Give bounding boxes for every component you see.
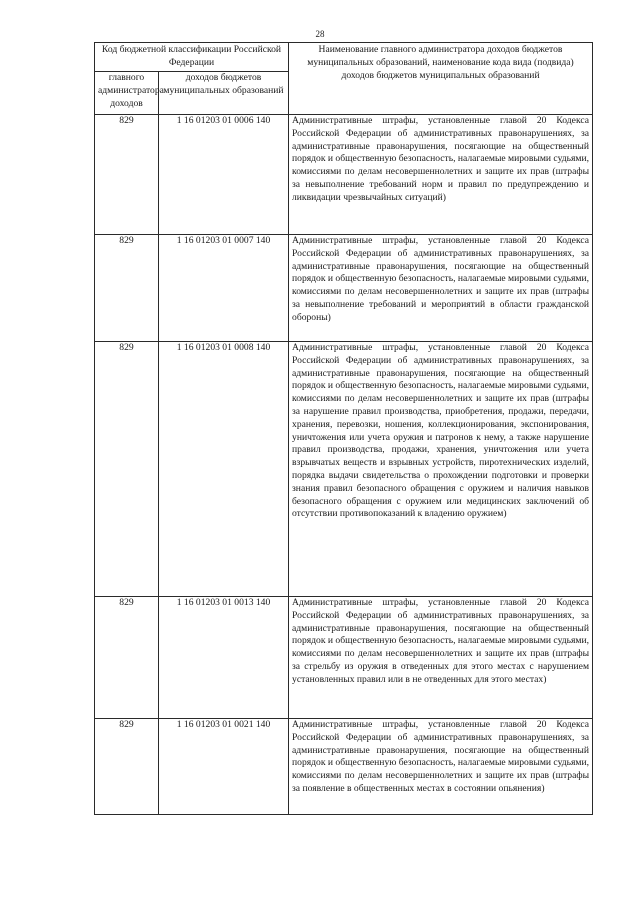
admin-code-cell: 829 — [95, 235, 159, 342]
description-cell: Административные штрафы, установленные главой 20 Кодекса Российской Федерации об административных правонарушениях, за административные правонарушения, посягающие на общественный порядок и общественную безопасность, налагаемые мировыми судьями, комиссиями по делам несовершеннолетних и защите их прав (штрафы за появление в общественных местах в состоянии опьянения) — [289, 719, 593, 815]
table-header-row — [95, 43, 593, 72]
description-cell: Административные штрафы, установленные главой 20 Кодекса Российской Федерации об административных правонарушениях, за административные правонарушения, посягающие на общественный порядок и общественную безопасность, налагаемые мировыми судьями, комиссиями по делам несовершеннолетних и защите их прав (штрафы за стрельбу из оружия в отведенных для этого местах с нарушением установленных правил или в не отведенных для этого местах) — [289, 597, 593, 719]
admin-code-cell: 829 — [95, 719, 159, 815]
header-budget-code-group: Код бюджетной классификации Российской Федерации — [95, 43, 289, 72]
admin-code-cell: 829 — [95, 115, 159, 235]
income-code-cell: 1 16 01203 01 0013 140 — [159, 597, 289, 719]
header-municipal-income: доходов бюджетов муниципальных образований — [159, 72, 289, 115]
page-number: 28 — [315, 29, 325, 39]
budget-classification-table — [94, 42, 593, 815]
header-main-administrator: главного администратора доходов — [95, 72, 159, 115]
admin-code-cell: 829 — [95, 342, 159, 597]
description-cell: Административные штрафы, установленные главой 20 Кодекса Российской Федерации об административных правонарушениях, за административные правонарушения, посягающие на общественный порядок и общественную безопасность, налагаемые мировыми судьями, комиссиями по делам несовершеннолетних и защите их прав (штрафы за нарушение правил производства, приобретения, продажи, передачи, хранения, перевозки, ношения, коллекционирования, экспонирования, уничтожения или учета оружия и патронов к нему, а также нарушение правил производства, продажи, хранения, уничтожения или учета взрывчатых веществ и взрывных устройств, пиротехнических изделий, порядка выдачи свидетельства о прохождении подготовки и проверки знания правил безопасного обращения с оружием и наличия навыков безопасного обращения с оружием или медицинских заключений об отсутствии противопоказаний к владению оружием) — [289, 342, 593, 597]
income-code-cell: 1 16 01203 01 0006 140 — [159, 115, 289, 235]
table-row — [95, 719, 593, 815]
table-row — [95, 115, 593, 235]
income-code-cell: 1 16 01203 01 0007 140 — [159, 235, 289, 342]
admin-code-cell: 829 — [95, 597, 159, 719]
table-row — [95, 597, 593, 719]
table-row — [95, 235, 593, 342]
header-administrator-name: Наименование главного администратора доходов бюджетов муниципальных образований, наименование кода вида (подвида) доходов бюджетов муниципальных образований — [289, 43, 593, 115]
income-code-cell: 1 16 01203 01 0021 140 — [159, 719, 289, 815]
income-code-cell: 1 16 01203 01 0008 140 — [159, 342, 289, 597]
table-row — [95, 342, 593, 597]
description-cell: Административные штрафы, установленные главой 20 Кодекса Российской Федерации об административных правонарушениях, за административные правонарушения, посягающие на общественный порядок и общественную безопасность, налагаемые мировыми судьями, комиссиями по делам несовершеннолетних и защите их прав (штрафы за невыполнение требований и мероприятий в области гражданской обороны) — [289, 235, 593, 342]
description-cell: Административные штрафы, установленные главой 20 Кодекса Российской Федерации об административных правонарушениях, за административные правонарушения, посягающие на общественный порядок и общественную безопасность, налагаемые мировыми судьями, комиссиями по делам несовершеннолетних и защите их прав (штрафы за невыполнение требований норм и правил по предупреждению и ликвидации чрезвычайных ситуаций) — [289, 115, 593, 235]
